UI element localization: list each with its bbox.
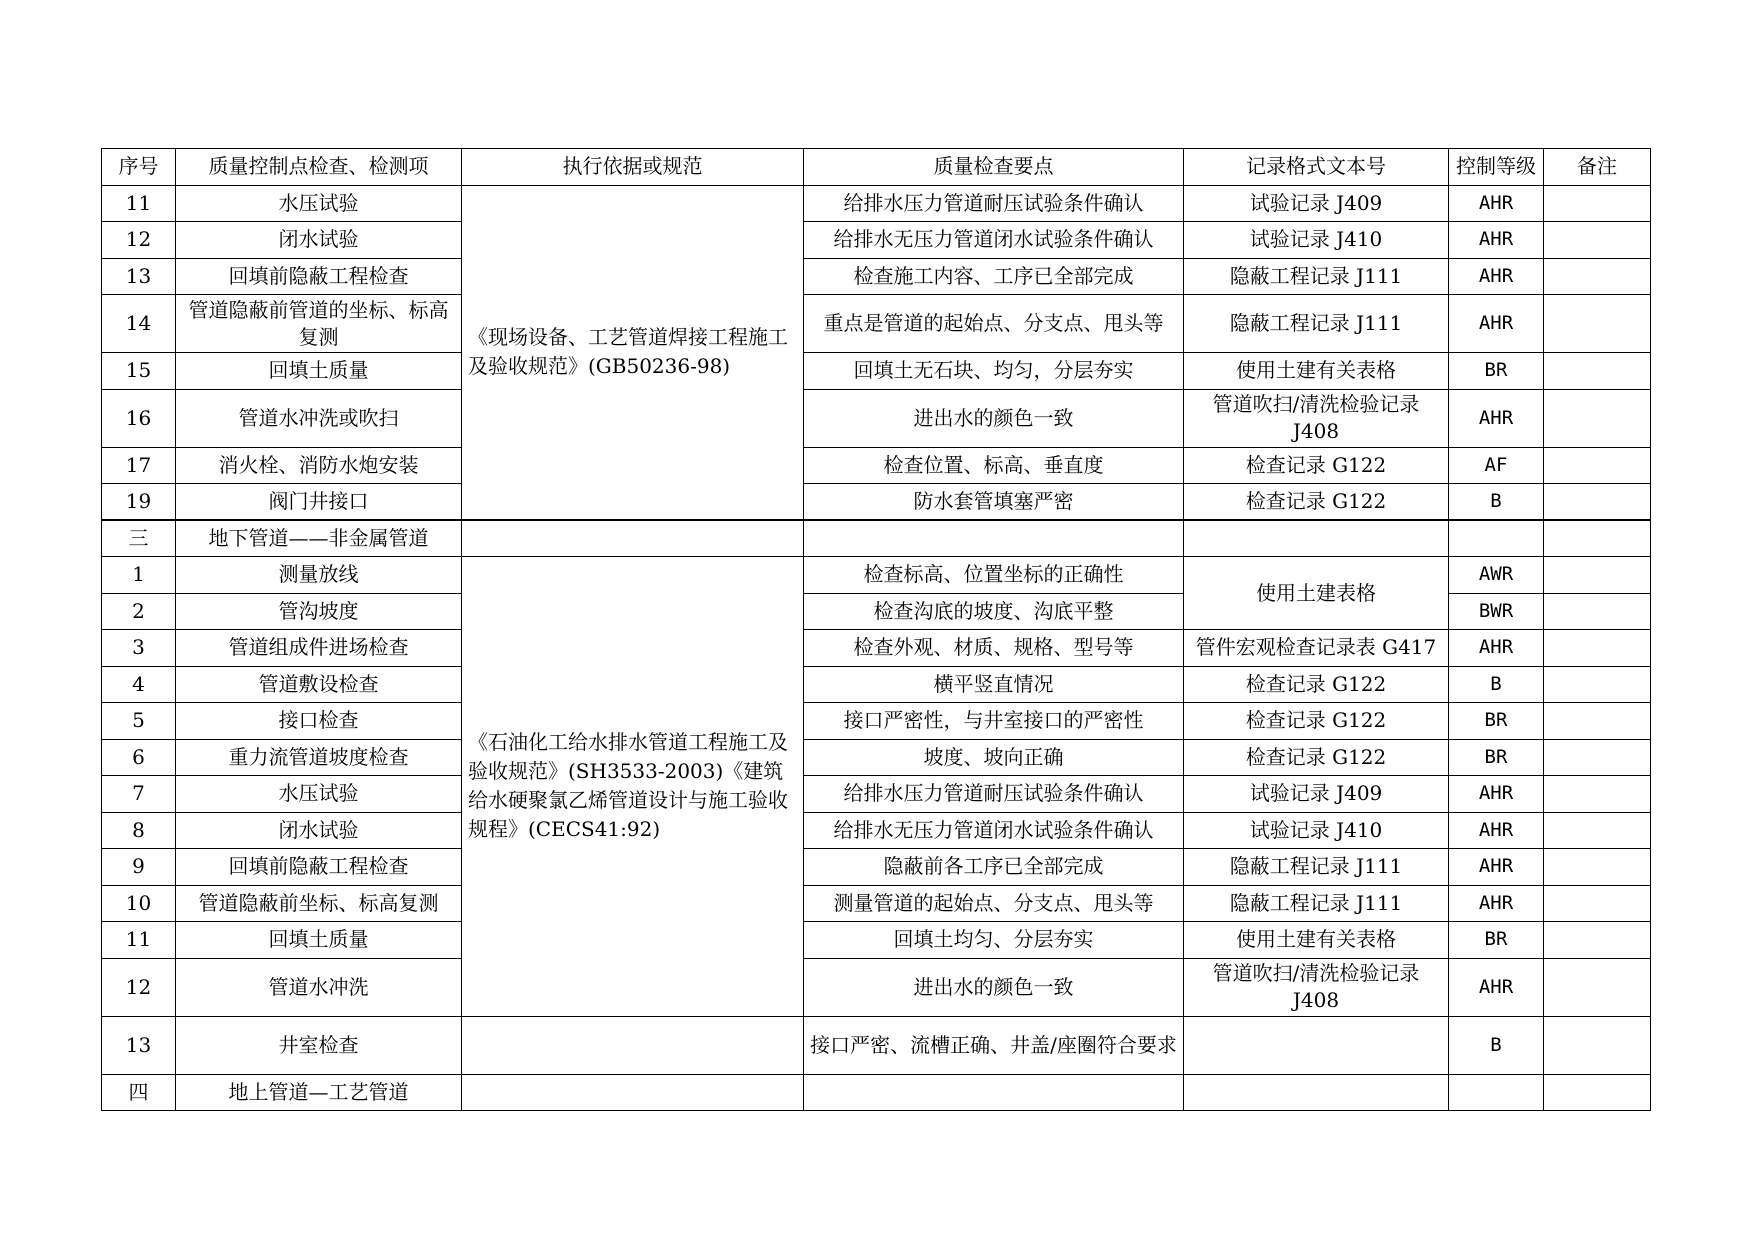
table-row	[102, 922, 1651, 959]
empty-cell	[1184, 520, 1449, 557]
level-cell: AHR	[1449, 958, 1544, 1016]
item-cell: 回填土质量	[176, 353, 462, 390]
record-cell: 试验记录 J410	[1184, 812, 1449, 849]
seq-cell: 10	[102, 885, 176, 922]
record-cell: 试验记录 J410	[1184, 222, 1449, 259]
level-cell: BR	[1449, 703, 1544, 740]
empty-cell	[1544, 520, 1651, 557]
table-row	[102, 185, 1651, 222]
empty-cell	[1449, 520, 1544, 557]
seq-cell: 14	[102, 295, 176, 353]
points-cell: 接口严密性，与井室接口的严密性	[804, 703, 1184, 740]
remark-cell	[1544, 222, 1651, 259]
level-cell: BR	[1449, 922, 1544, 959]
record-cell: 隐蔽工程记录 J111	[1184, 295, 1449, 353]
item-cell: 管道隐蔽前坐标、标高复测	[176, 885, 462, 922]
table-row	[102, 389, 1651, 447]
seq-cell: 12	[102, 958, 176, 1016]
remark-cell	[1544, 630, 1651, 667]
level-cell: AHR	[1449, 630, 1544, 667]
table-row	[102, 222, 1651, 259]
record-cell: 试验记录 J409	[1184, 776, 1449, 813]
seq-cell: 12	[102, 222, 176, 259]
table-row	[102, 958, 1651, 1016]
remark-cell	[1544, 849, 1651, 886]
empty-cell	[462, 1074, 804, 1111]
level-cell: AHR	[1449, 885, 1544, 922]
record-cell: 使用土建有关表格	[1184, 353, 1449, 390]
empty-cell	[804, 520, 1184, 557]
record-cell: 试验记录 J409	[1184, 185, 1449, 222]
remark-cell	[1544, 885, 1651, 922]
level-cell: AHR	[1449, 389, 1544, 447]
header-basis: 执行依据或规范	[462, 149, 804, 186]
record-cell: 隐蔽工程记录 J111	[1184, 849, 1449, 886]
section-row-four	[102, 1074, 1651, 1111]
seq-cell: 5	[102, 703, 176, 740]
seq-cell: 11	[102, 185, 176, 222]
section-title: 地下管道——非金属管道	[176, 520, 462, 557]
table-row	[102, 739, 1651, 776]
points-cell: 坡度、坡向正确	[804, 739, 1184, 776]
item-cell: 管道组成件进场检查	[176, 630, 462, 667]
seq-cell: 11	[102, 922, 176, 959]
points-cell: 检查标高、位置坐标的正确性	[804, 557, 1184, 594]
level-cell: BR	[1449, 739, 1544, 776]
points-cell: 给排水无压力管道闭水试验条件确认	[804, 812, 1184, 849]
points-cell: 给排水压力管道耐压试验条件确认	[804, 776, 1184, 813]
record-cell: 检查记录 G122	[1184, 703, 1449, 740]
record-cell: 使用土建表格	[1184, 557, 1449, 630]
seq-cell: 13	[102, 258, 176, 295]
empty-cell	[804, 1074, 1184, 1111]
level-cell: AHR	[1449, 812, 1544, 849]
record-cell: 检查记录 G122	[1184, 739, 1449, 776]
header-item: 质量控制点检查、检测项	[176, 149, 462, 186]
table-row	[102, 630, 1651, 667]
remark-cell	[1544, 484, 1651, 521]
record-cell: 管道吹扫/清洗检验记录 J408	[1184, 389, 1449, 447]
level-cell: BR	[1449, 353, 1544, 390]
table-row	[102, 666, 1651, 703]
points-cell: 防水套管填塞严密	[804, 484, 1184, 521]
seq-cell: 7	[102, 776, 176, 813]
item-cell: 管道水冲洗或吹扫	[176, 389, 462, 447]
table-row	[102, 812, 1651, 849]
points-cell: 给排水无压力管道闭水试验条件确认	[804, 222, 1184, 259]
remark-cell	[1544, 812, 1651, 849]
item-cell: 回填前隐蔽工程检查	[176, 258, 462, 295]
basis-cell-sh: 《石油化工给水排水管道工程施工及验收规范》(SH3533-2003)《建筑给水硬聚氯乙烯管道设计与施工验收规程》(CECS41:92)	[462, 557, 804, 1017]
points-cell: 检查沟底的坡度、沟底平整	[804, 593, 1184, 630]
seq-cell: 15	[102, 353, 176, 390]
points-cell: 测量管道的起始点、分支点、甩头等	[804, 885, 1184, 922]
item-cell: 井室检查	[176, 1016, 462, 1074]
seq-cell: 1	[102, 557, 176, 594]
points-cell: 横平竖直情况	[804, 666, 1184, 703]
section-title: 地上管道—工艺管道	[176, 1074, 462, 1111]
level-cell: AF	[1449, 447, 1544, 484]
level-cell: AHR	[1449, 295, 1544, 353]
table-row	[102, 447, 1651, 484]
points-cell: 进出水的颜色一致	[804, 958, 1184, 1016]
table-row	[102, 703, 1651, 740]
level-cell: AWR	[1449, 557, 1544, 594]
points-cell: 进出水的颜色一致	[804, 389, 1184, 447]
item-cell: 管沟坡度	[176, 593, 462, 630]
record-cell	[1184, 1016, 1449, 1074]
record-cell: 检查记录 G122	[1184, 447, 1449, 484]
remark-cell	[1544, 922, 1651, 959]
level-cell: AHR	[1449, 776, 1544, 813]
level-cell: B	[1449, 484, 1544, 521]
table-row	[102, 295, 1651, 353]
item-cell: 阀门井接口	[176, 484, 462, 521]
remark-cell	[1544, 185, 1651, 222]
points-cell: 给排水压力管道耐压试验条件确认	[804, 185, 1184, 222]
level-cell: AHR	[1449, 849, 1544, 886]
seq-cell: 9	[102, 849, 176, 886]
table-row	[102, 1016, 1651, 1074]
empty-cell	[1449, 1074, 1544, 1111]
quality-control-table	[101, 148, 1651, 1111]
item-cell: 接口检查	[176, 703, 462, 740]
table-row	[102, 776, 1651, 813]
item-cell: 水压试验	[176, 776, 462, 813]
level-cell: AHR	[1449, 222, 1544, 259]
item-cell: 管道敷设检查	[176, 666, 462, 703]
seq-cell: 6	[102, 739, 176, 776]
item-cell: 测量放线	[176, 557, 462, 594]
item-cell: 水压试验	[176, 185, 462, 222]
empty-cell	[1184, 1074, 1449, 1111]
points-cell: 检查外观、材质、规格、型号等	[804, 630, 1184, 667]
level-cell: B	[1449, 1016, 1544, 1074]
section-seq: 三	[102, 520, 176, 557]
record-cell: 隐蔽工程记录 J111	[1184, 885, 1449, 922]
seq-cell: 17	[102, 447, 176, 484]
points-cell: 检查施工内容、工序已全部完成	[804, 258, 1184, 295]
record-cell: 管件宏观检查记录表 G417	[1184, 630, 1449, 667]
empty-cell	[1544, 1074, 1651, 1111]
header-seq: 序号	[102, 149, 176, 186]
record-cell: 使用土建有关表格	[1184, 922, 1449, 959]
record-cell: 隐蔽工程记录 J111	[1184, 258, 1449, 295]
seq-cell: 3	[102, 630, 176, 667]
points-cell: 接口严密、流槽正确、井盖/座圈符合要求	[804, 1016, 1184, 1074]
seq-cell: 8	[102, 812, 176, 849]
seq-cell: 4	[102, 666, 176, 703]
remark-cell	[1544, 666, 1651, 703]
item-cell: 闭水试验	[176, 812, 462, 849]
remark-cell	[1544, 958, 1651, 1016]
header-points: 质量检查要点	[804, 149, 1184, 186]
item-cell: 重力流管道坡度检查	[176, 739, 462, 776]
basis-cell-gb: 《现场设备、工艺管道焊接工程施工及验收规范》(GB50236-98)	[462, 185, 804, 520]
remark-cell	[1544, 557, 1651, 594]
basis-cell	[462, 1016, 804, 1074]
remark-cell	[1544, 593, 1651, 630]
table-row	[102, 885, 1651, 922]
level-cell: B	[1449, 666, 1544, 703]
item-cell: 回填土质量	[176, 922, 462, 959]
table-row	[102, 484, 1651, 521]
table-row	[102, 849, 1651, 886]
item-cell: 消火栓、消防水炮安装	[176, 447, 462, 484]
table-row	[102, 353, 1651, 390]
remark-cell	[1544, 739, 1651, 776]
seq-cell: 16	[102, 389, 176, 447]
points-cell: 回填土无石块、均匀，分层夯实	[804, 353, 1184, 390]
table-row	[102, 258, 1651, 295]
seq-cell: 13	[102, 1016, 176, 1074]
remark-cell	[1544, 776, 1651, 813]
points-cell: 回填土均匀、分层夯实	[804, 922, 1184, 959]
item-cell: 闭水试验	[176, 222, 462, 259]
level-cell: AHR	[1449, 258, 1544, 295]
remark-cell	[1544, 295, 1651, 353]
remark-cell	[1544, 389, 1651, 447]
section-seq: 四	[102, 1074, 176, 1111]
remark-cell	[1544, 353, 1651, 390]
item-cell: 回填前隐蔽工程检查	[176, 849, 462, 886]
remark-cell	[1544, 1016, 1651, 1074]
item-cell: 管道隐蔽前管道的坐标、标高复测	[176, 295, 462, 353]
seq-cell: 2	[102, 593, 176, 630]
record-cell: 检查记录 G122	[1184, 666, 1449, 703]
table-row	[102, 557, 1651, 594]
section-row-three	[102, 520, 1651, 557]
remark-cell	[1544, 447, 1651, 484]
empty-cell	[462, 520, 804, 557]
header-remark: 备注	[1544, 149, 1651, 186]
remark-cell	[1544, 258, 1651, 295]
item-cell: 管道水冲洗	[176, 958, 462, 1016]
record-cell: 管道吹扫/清洗检验记录 J408	[1184, 958, 1449, 1016]
header-record: 记录格式文本号	[1184, 149, 1449, 186]
points-cell: 检查位置、标高、垂直度	[804, 447, 1184, 484]
record-cell: 检查记录 G122	[1184, 484, 1449, 521]
points-cell: 重点是管道的起始点、分支点、甩头等	[804, 295, 1184, 353]
level-cell: AHR	[1449, 185, 1544, 222]
level-cell: BWR	[1449, 593, 1544, 630]
points-cell: 隐蔽前各工序已全部完成	[804, 849, 1184, 886]
header-level: 控制等级	[1449, 149, 1544, 186]
seq-cell: 19	[102, 484, 176, 521]
remark-cell	[1544, 703, 1651, 740]
header-row	[102, 149, 1651, 186]
